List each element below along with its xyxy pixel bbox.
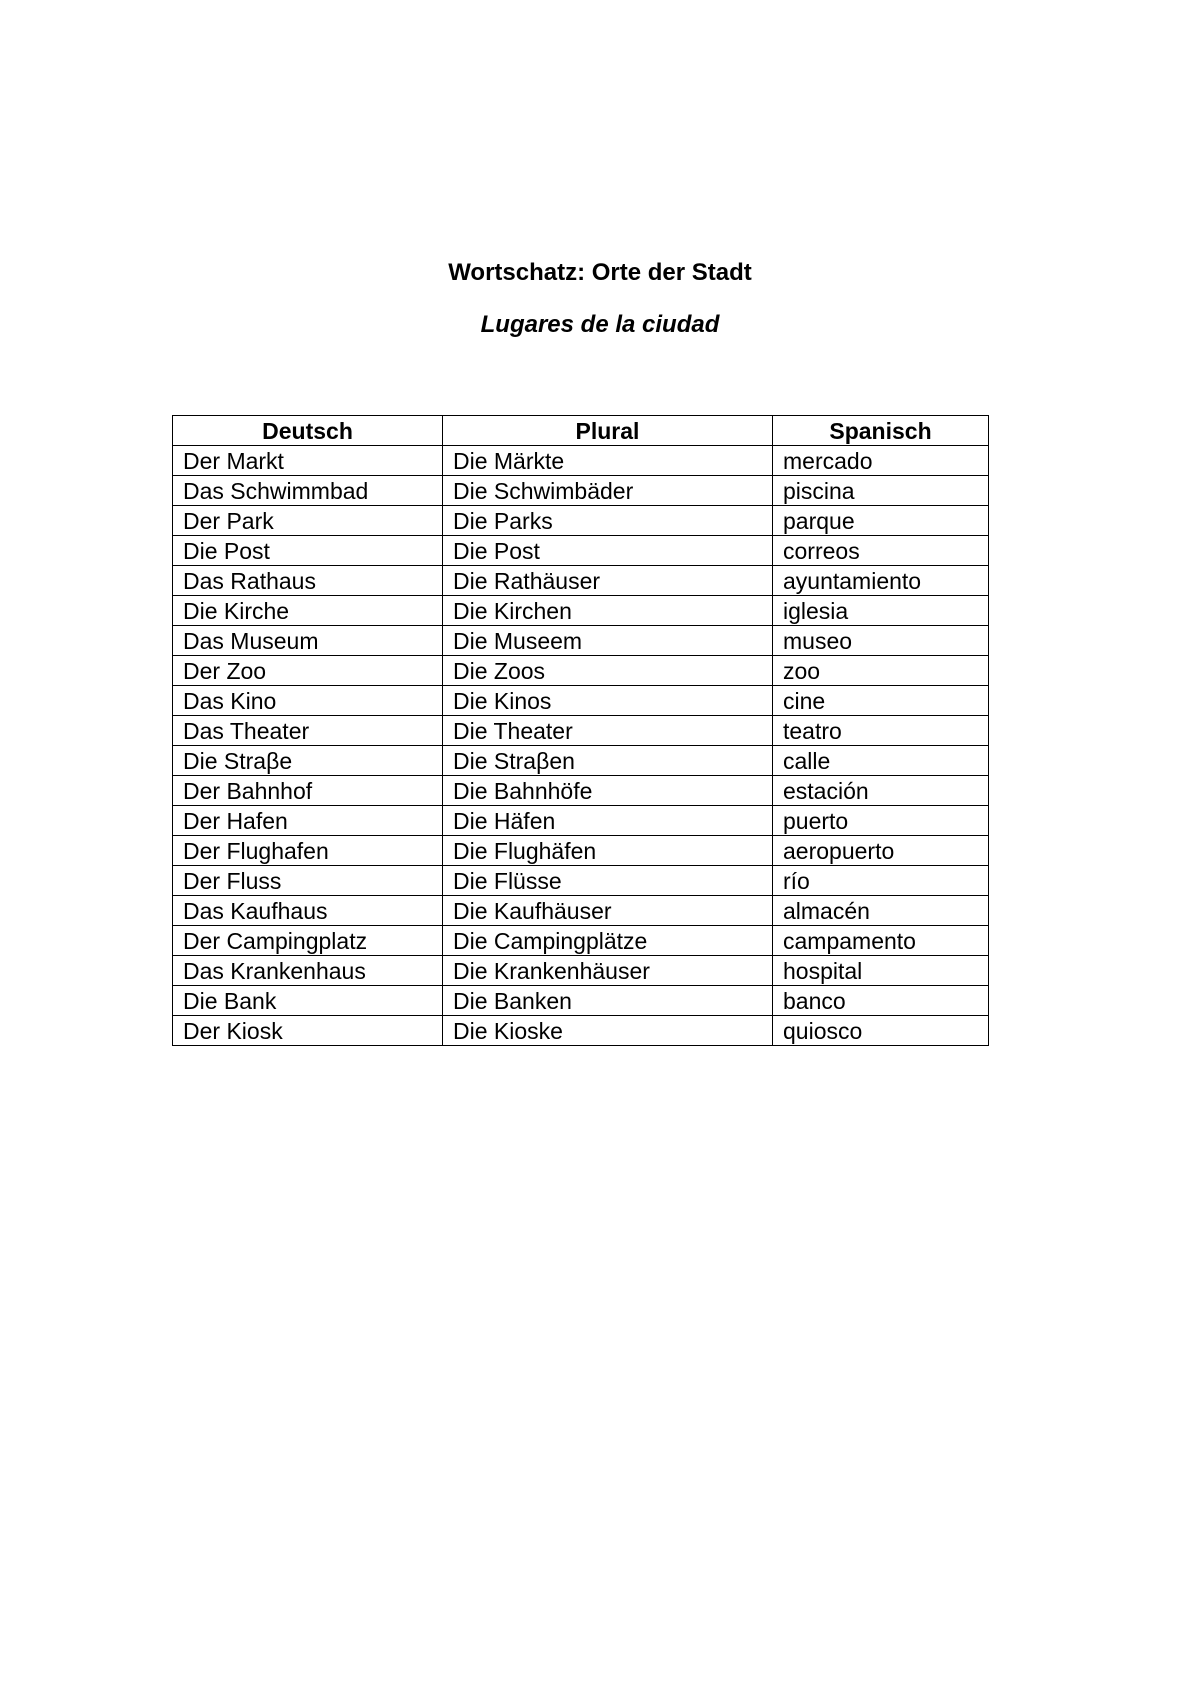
table-row [173, 476, 989, 506]
cell-deutsch: Der Campingplatz [173, 926, 443, 956]
table-row [173, 896, 989, 926]
cell-spanisch: mercado [773, 446, 989, 476]
cell-spanisch: banco [773, 986, 989, 1016]
cell-spanisch: cine [773, 686, 989, 716]
cell-deutsch: Der Park [173, 506, 443, 536]
cell-spanisch: puerto [773, 806, 989, 836]
cell-spanisch: teatro [773, 716, 989, 746]
cell-deutsch: Die Kirche [173, 596, 443, 626]
cell-deutsch: Die Bank [173, 986, 443, 1016]
cell-plural: Die Flüsse [443, 866, 773, 896]
cell-plural: Die Kioske [443, 1016, 773, 1046]
cell-spanisch: quiosco [773, 1016, 989, 1046]
cell-spanisch: calle [773, 746, 989, 776]
cell-plural: Die Banken [443, 986, 773, 1016]
cell-deutsch: Die Straβe [173, 746, 443, 776]
cell-plural: Die Theater [443, 716, 773, 746]
table-row [173, 956, 989, 986]
cell-spanisch: estación [773, 776, 989, 806]
cell-plural: Die Museem [443, 626, 773, 656]
cell-deutsch: Das Schwimmbad [173, 476, 443, 506]
cell-plural: Die Märkte [443, 446, 773, 476]
cell-deutsch: Das Theater [173, 716, 443, 746]
cell-deutsch: Das Museum [173, 626, 443, 656]
cell-plural: Die Straβen [443, 746, 773, 776]
table-row [173, 536, 989, 566]
page-title: Wortschatz: Orte der Stadt [448, 259, 752, 286]
table-row [173, 596, 989, 626]
cell-spanisch: museo [773, 626, 989, 656]
table-row [173, 1016, 989, 1046]
cell-deutsch: Der Flughafen [173, 836, 443, 866]
cell-deutsch: Der Hafen [173, 806, 443, 836]
cell-plural: Die Schwimbäder [443, 476, 773, 506]
cell-spanisch: parque [773, 506, 989, 536]
table-row [173, 776, 989, 806]
cell-spanisch: zoo [773, 656, 989, 686]
cell-plural: Die Häfen [443, 806, 773, 836]
table-row [173, 986, 989, 1016]
cell-deutsch: Die Post [173, 536, 443, 566]
cell-spanisch: campamento [773, 926, 989, 956]
table-row [173, 656, 989, 686]
cell-spanisch: ayuntamiento [773, 566, 989, 596]
column-header-deutsch: Deutsch [173, 416, 443, 446]
cell-deutsch: Das Rathaus [173, 566, 443, 596]
cell-plural: Die Kinos [443, 686, 773, 716]
cell-spanisch: río [773, 866, 989, 896]
cell-plural: Die Zoos [443, 656, 773, 686]
page-subtitle: Lugares de la ciudad [480, 311, 720, 338]
cell-deutsch: Der Bahnhof [173, 776, 443, 806]
cell-deutsch: Der Zoo [173, 656, 443, 686]
table-header-row [173, 416, 989, 446]
table-row [173, 446, 989, 476]
cell-plural: Die Rathäuser [443, 566, 773, 596]
cell-plural: Die Bahnhöfe [443, 776, 773, 806]
table-row [173, 866, 989, 896]
cell-plural: Die Krankenhäuser [443, 956, 773, 986]
cell-spanisch: piscina [773, 476, 989, 506]
cell-plural: Die Flughäfen [443, 836, 773, 866]
cell-deutsch: Das Kino [173, 686, 443, 716]
table-row [173, 566, 989, 596]
cell-spanisch: aeropuerto [773, 836, 989, 866]
cell-plural: Die Kaufhäuser [443, 896, 773, 926]
cell-spanisch: hospital [773, 956, 989, 986]
cell-plural: Die Kirchen [443, 596, 773, 626]
table-row [173, 686, 989, 716]
table-body [173, 446, 989, 1046]
vocabulary-table [172, 415, 989, 1046]
cell-deutsch: Der Markt [173, 446, 443, 476]
table-row [173, 836, 989, 866]
cell-deutsch: Das Krankenhaus [173, 956, 443, 986]
cell-plural: Die Campingplätze [443, 926, 773, 956]
table-row [173, 746, 989, 776]
cell-deutsch: Der Kiosk [173, 1016, 443, 1046]
table-row [173, 626, 989, 656]
cell-spanisch: iglesia [773, 596, 989, 626]
cell-plural: Die Parks [443, 506, 773, 536]
column-header-spanisch: Spanisch [773, 416, 989, 446]
cell-deutsch: Das Kaufhaus [173, 896, 443, 926]
table-row [173, 716, 989, 746]
column-header-plural: Plural [443, 416, 773, 446]
cell-spanisch: almacén [773, 896, 989, 926]
table-row [173, 926, 989, 956]
table-row [173, 506, 989, 536]
table-row [173, 806, 989, 836]
cell-deutsch: Der Fluss [173, 866, 443, 896]
cell-plural: Die Post [443, 536, 773, 566]
cell-spanisch: correos [773, 536, 989, 566]
